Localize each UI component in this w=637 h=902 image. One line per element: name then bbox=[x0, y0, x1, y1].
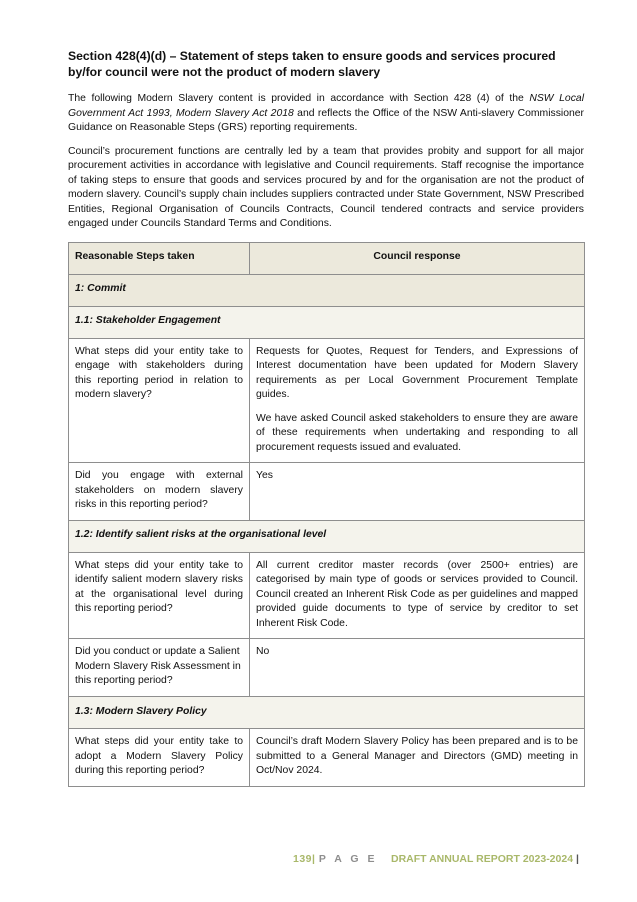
intro-text-post: and reflects the Office of the NSW Anti-slavery Commissioner Guidance on Reasonable Steps (GRS) reporting requirements. bbox=[68, 107, 584, 133]
subsection-row-salient-risks bbox=[69, 520, 585, 552]
intro-act-names: NSW Local Government Act 1993, Modern Slavery Act 2018 bbox=[68, 93, 584, 119]
page-number: 139 bbox=[293, 853, 313, 865]
question-cell: What steps did your entity take to identify salient modern slavery risks at the organisational level during this reporting period? bbox=[69, 552, 250, 639]
response-paragraph: Requests for Quotes, Request for Tenders, and Expressions of Interest documentation have been updated for Modern Slavery requirements as per Local Government Procurement Template guides. bbox=[256, 345, 578, 400]
table-header-row bbox=[69, 242, 585, 274]
procurement-paragraph: Council’s procurement functions are centrally led by a team that provides probity and support for all major procurement activities in accordance with legislative and Council requirements. Staff recognise the importance of taking steps to ensure that goods and services procured by and for the organisation are not the product of modern slavery. Council’s supply chain includes suppliers contracted under State Government, NSW Prescribed Entities, Regional Organisation of Councils Contracts, Council tendered contracts and service providers engaged under Councils Standard Terms and Conditions. bbox=[68, 145, 584, 229]
subsection-row-modern-slavery-policy bbox=[69, 697, 585, 729]
table-row bbox=[69, 463, 585, 521]
table-row bbox=[69, 639, 585, 697]
question-cell: What steps did your entity take to engage with stakeholders during this reporting period in relation to modern slavery? bbox=[69, 338, 250, 463]
response-cell: Council’s draft Modern Slavery Policy has been prepared and is to be submitted to a General Manager and Directors (GMD) meeting in Oct/Nov 2024. bbox=[250, 729, 585, 787]
reasonable-steps-table bbox=[68, 242, 585, 788]
intro-text-pre: The following Modern Slavery content is provided in accordance with Section 428 (4) of the bbox=[68, 93, 530, 104]
subsection-row-stakeholder-engagement bbox=[69, 306, 585, 338]
question-cell: Did you engage with external stakeholders on modern slavery risks in this reporting period? bbox=[69, 463, 250, 521]
subsection-label-1-1: 1.1: Stakeholder Engagement bbox=[69, 306, 585, 338]
response-cell: All current creditor master records (over 2500+ entries) are categorised by main type of goods or services provided to Council. Council created an Inherent Risk Code as per guidelines and mapped provided guide documents to type of service by creditor to set Inherent Risk Code. bbox=[250, 552, 585, 639]
document-page bbox=[68, 48, 584, 787]
page-word: P A G E bbox=[318, 853, 378, 865]
report-end-bar: | bbox=[575, 853, 579, 865]
report-title bbox=[391, 853, 579, 865]
page-indicator bbox=[293, 853, 377, 865]
page-separator: | bbox=[312, 853, 316, 865]
table-row bbox=[69, 729, 585, 787]
question-cell: Did you conduct or update a Salient Modern Slavery Risk Assessment in this reporting period? bbox=[69, 639, 250, 697]
intro-paragraph bbox=[68, 92, 584, 136]
response-cell: No bbox=[250, 639, 585, 697]
response-paragraph: We have asked Council asked stakeholders to ensure they are aware of these requirements when undertaking and responding to all procurement requests issued and evaluated. bbox=[256, 412, 578, 453]
response-cell bbox=[250, 338, 585, 463]
section-row-commit bbox=[69, 274, 585, 306]
subsection-label-1-2: 1.2: Identify salient risks at the organisational level bbox=[69, 520, 585, 552]
question-cell: What steps did your entity take to adopt a Modern Slavery Policy during this reporting period? bbox=[69, 729, 250, 787]
section-heading: Section 428(4)(d) – Statement of steps taken to ensure goods and services procured by/for council were not the product of modern slavery bbox=[68, 49, 556, 79]
subsection-label-1-3: 1.3: Modern Slavery Policy bbox=[69, 697, 585, 729]
response-cell: Yes bbox=[250, 463, 585, 521]
column-header-steps: Reasonable Steps taken bbox=[69, 242, 250, 274]
table-row bbox=[69, 338, 585, 463]
report-title-text: DRAFT ANNUAL REPORT 2023-2024 bbox=[391, 853, 574, 865]
column-header-response: Council response bbox=[250, 242, 585, 274]
table-row bbox=[69, 552, 585, 639]
section-label-commit: 1: Commit bbox=[69, 274, 585, 306]
